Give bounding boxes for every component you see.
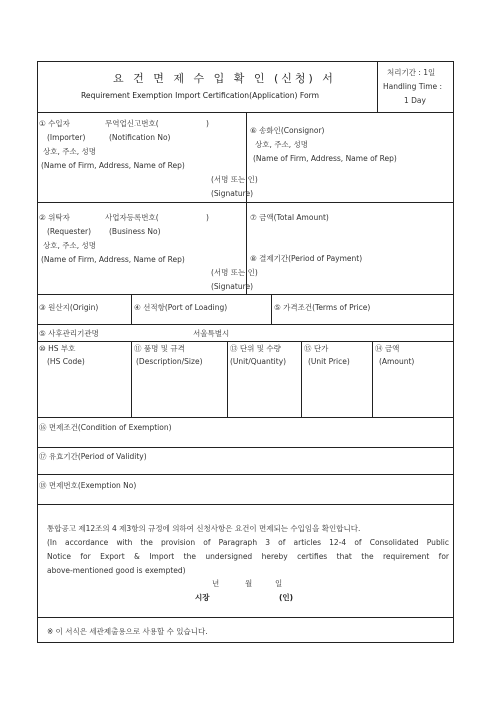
exemption-number-label: ⑱ 면제번호(Exemption No) [39,481,137,490]
handling-time-ko: 처리기간 : 1일 [387,68,436,77]
rule-origin [38,324,453,325]
certification-statement-en-2: Notice for Export & Import the undersigned hereby certifies that the requirement for [47,552,449,561]
column-amount: ⑭ 금액 [375,344,400,353]
rule-port-divider [271,294,272,324]
port-of-loading-label: ④ 선적항(Port of Loading) [134,303,228,312]
consignor-firm-en: (Name of Firm, Address, Name of Rep) [253,154,397,163]
rule-validity [38,474,453,475]
condition-of-exemption-label: ⑯ 면제조건(Condition of Exemption) [39,423,172,432]
rule-col1 [131,341,132,417]
certification-statement-en-1: (In accordance with the provision of Paragraph 3 of articles 12-4 of Consolidated Public [47,538,449,547]
column-unit-price: ⑮ 단가 [304,344,329,353]
form-title-en: Requirement Exemption Import Certification(Application) Form [81,91,320,100]
importer-firm-ko: 상호, 주소, 성명 [43,147,97,156]
column-description-en: (Description/Size) [136,357,203,366]
importer-firm-en: (Name of Firm, Address, Name of Rep) [41,161,185,170]
requester-firm-ko: 상호, 주소, 성명 [43,241,97,250]
date-month-label: 월 [245,579,253,588]
post-management-value: 서울특별시 [193,329,230,338]
column-amount-en: (Amount) [379,357,415,366]
requester-business-close: ) [206,213,209,222]
payment-period-label: ⑧ 결제기간(Period of Payment) [250,254,363,263]
rule-col2 [227,341,228,417]
column-description: ⑪ 품명 및 규격 [134,344,185,353]
importer-sign-ko: (서명 또는 인) [211,175,258,184]
rule-header-divider [377,62,378,112]
column-unit-price-en: (Unit Price) [308,357,350,366]
seal-label: (인) [279,593,294,602]
rule-condition [38,447,453,448]
requester-sign-en: (Signature) [211,282,254,291]
column-unit-quantity-en: (Unit/Quantity) [230,357,287,366]
requester-label-en: (Requester) [47,227,92,236]
rule-col3 [301,341,302,417]
handling-time-days: 1 Day [404,96,426,105]
consignor-firm-ko: 상호, 주소, 성명 [255,140,309,149]
date-day-label: 일 [275,579,283,588]
requester-label: ② 위탁자 [39,213,70,222]
form-title: 요 건 면 제 수 입 확 인 (신청) 서 [113,72,336,85]
importer-notification-en: (Notification No) [109,133,171,142]
certification-statement-ko: 통합공고 제12조의 4 제3항의 규정에 의하여 신청사항은 요건이 면제되는 수입임을 확인합니다. [47,524,361,533]
importer-label: ① 수입자 [39,119,70,128]
terms-of-price-label: ⑤ 가격조건(Terms of Price) [274,303,371,312]
importer-notification-label: 무역업신고번호( [105,119,159,128]
column-hs-code-en: (HS Code) [47,357,85,366]
column-hs-code: ⑩ HS 부호 [39,344,76,353]
importer-sign-en: (Signature) [211,189,254,198]
requester-business-en: (Business No) [109,227,161,236]
importer-label-en: (Importer) [47,133,86,142]
origin-label: ③ 원산지(Origin) [39,303,99,312]
rule-origin-divider [131,294,132,324]
consignor-label: ⑥ 송화인(Consignor) [250,126,325,135]
importer-notification-close: ) [206,119,209,128]
handling-time-en: Handling Time : [383,82,443,91]
rule-party-divider [246,112,247,294]
requester-firm-en: (Name of Firm, Address, Name of Rep) [41,255,185,264]
date-year-label: 년 [212,579,220,588]
footnote: ※ 이 서식은 세관제출용으로 사용할 수 있습니다. [47,627,208,636]
requester-business-label: 사업자등록번호( [105,213,159,222]
rule-col4 [372,341,373,417]
rule-customs [38,341,453,342]
period-of-validity-label: ⑰ 유효기간(Period of Validity) [39,452,147,461]
post-management-label: ⑤ 사후관리기관명 [39,329,99,338]
column-unit-quantity: ⑬ 단위 및 수량 [230,344,281,353]
rule-exemption [38,504,453,505]
exemption-form [37,61,454,643]
total-amount-label: ⑦ 금액(Total Amount) [250,213,329,222]
rule-certification [38,617,453,618]
rule-items [38,417,453,418]
rule-requester [38,294,453,295]
certification-statement-en-3: above-mentioned good is exempted) [47,566,186,575]
requester-sign-ko: (서명 또는 인) [211,268,258,277]
mayor-label: 시장 [195,593,210,602]
